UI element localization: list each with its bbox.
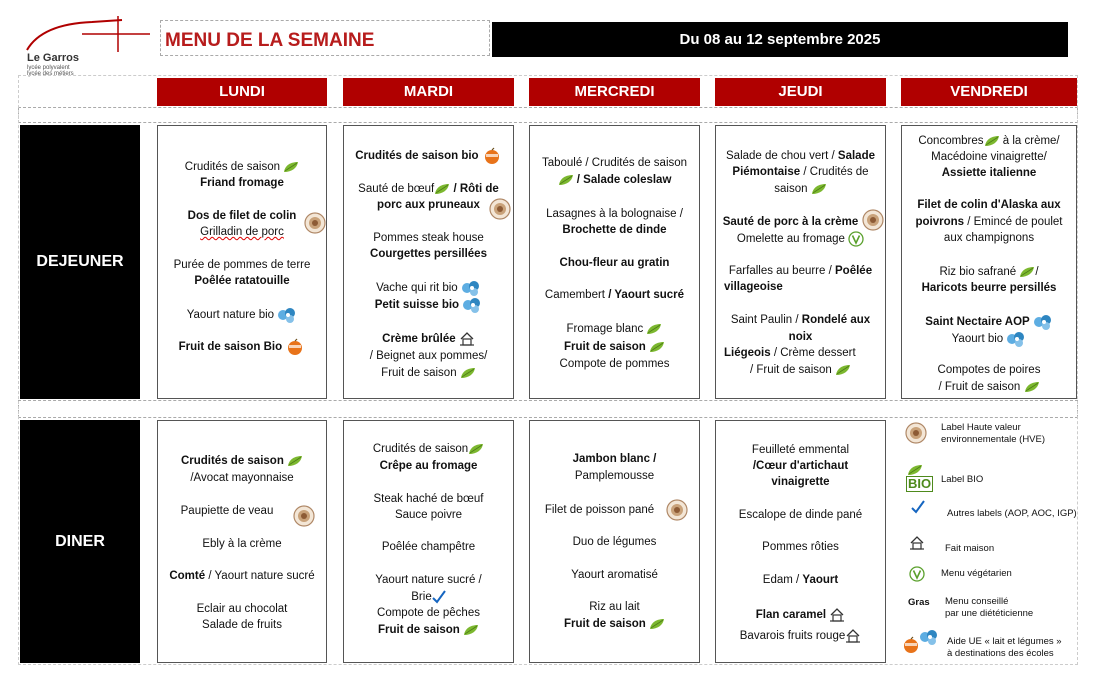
cell-diner-mardi: Crudités de saison Crêpe au fromage Steak haché de bœuf Sauce poivre Poêlée champêtre Yaourt nature sucré / Brie Compote de pêches Fruit de saison [343, 420, 514, 663]
leaf-icon [649, 618, 665, 630]
leaf-icon [1024, 381, 1040, 393]
leaf-icon [287, 455, 303, 467]
home-made-icon [845, 629, 861, 643]
hve-badge-icon [862, 209, 884, 231]
home-made-icon [829, 608, 845, 622]
row-label-dejeuner: DEJEUNER [20, 125, 140, 399]
leaf-icon [1019, 266, 1035, 278]
logo-name: Le Garros [27, 52, 79, 64]
legend-gras: Gras [908, 597, 930, 608]
cell-dejeuner-lundi: Crudités de saison Friand fromage Dos de filet de colin Grilladin de porc Purée de pommes de terre Poêlée ratatouille Yaourt nature bio Fruit de saison Bio [157, 125, 327, 399]
eu-school-milk-icon [277, 306, 297, 324]
leaf-icon [283, 161, 299, 173]
legend-bio: Label BIO [941, 474, 984, 485]
checkmark-icon [911, 500, 925, 514]
cell-diner-lundi: Crudités de saison /Avocat mayonnaise Paupiette de veau Ebly à la crème Comté / Yaourt nature sucré Eclair au chocolat Salade de fruits [157, 420, 327, 663]
eu-school-milk-icon [461, 279, 481, 297]
leaf-icon [984, 135, 1000, 147]
leaf-icon [835, 364, 851, 376]
leaf-icon [460, 367, 476, 379]
day-header-jeudi: JEUDI [715, 78, 886, 106]
vegetarian-icon [848, 231, 864, 247]
leaf-icon [558, 174, 574, 186]
eu-school-milk-icon [1033, 313, 1053, 331]
cell-dejeuner-jeudi: Salade de chou vert / Salade Piémontaise / Crudités de saison Sauté de porc à la crème Omelette au fromage Farfalles au beurre / Poêlée villageoise Saint Paulin / Rondelé aux noix Liégeois / Crème dessert / Fruit de saison [715, 125, 886, 399]
eu-fruit-icon [482, 147, 502, 165]
eu-school-milk-icon [462, 296, 482, 314]
eu-school-milk-icon [1006, 330, 1026, 348]
legend-ue: Aide UE « lait et légumes » à destinations des écoles [947, 636, 1062, 659]
bio-label-icon: BIO [908, 476, 932, 491]
home-made-icon [909, 536, 925, 550]
legend-vege: Menu végétarien [941, 568, 1012, 579]
legend-maison: Fait maison [945, 543, 995, 554]
hve-badge-icon [304, 212, 326, 234]
leaf-icon [907, 464, 923, 476]
row-label-diner: DINER [20, 420, 140, 663]
logo-subtitle: lycée polyvalent lycée des métiers [27, 65, 74, 77]
legend [901, 420, 1077, 663]
eu-fruit-icon [285, 338, 305, 356]
checkmark-icon [432, 590, 446, 604]
leaf-icon [811, 183, 827, 195]
cell-dejeuner-vendredi: Concombres à la crème/ Macédoine vinaigrette/ Assiette italienne Filet de colin d'Alaska aux poivrons / Emincé de poulet aux champignons Riz bio safrané / Haricots beurre persillés Saint Nectaire AOP Yaourt bio Compotes de poires / Fruit de saison [901, 125, 1077, 399]
leaf-icon [434, 183, 450, 195]
day-header-mercredi: MERCREDI [529, 78, 700, 106]
cell-diner-mercredi: Jambon blanc / Pamplemousse Filet de poisson pané Duo de légumes Yaourt aromatisé Riz au lait Fruit de saison [529, 420, 700, 663]
home-made-icon [459, 332, 475, 346]
day-header-lundi: LUNDI [157, 78, 327, 106]
hve-badge-icon [293, 505, 315, 527]
legend-autres: Autres labels (AOP, AOC, IGP) [947, 508, 1077, 519]
leaf-icon [468, 443, 484, 455]
eu-fruit-icon [901, 636, 921, 654]
legend-hve: Label Haute valeur environnementale (HVE) [941, 422, 1046, 445]
cell-dejeuner-mercredi: Taboulé / Crudités de saison / Salade coleslaw Lasagnes à la bolognaise / Brochette de dinde Chou-fleur au gratin Camembert / Yaourt sucré Fromage blanc Fruit de saison Compote de pommes [529, 125, 700, 399]
leaf-icon [649, 341, 665, 353]
cell-diner-jeudi: Feuilleté emmental /Cœur d'artichaut vinaigrette Escalope de dinde pané Pommes rôties Edam / Yaourt Flan caramel Bavarois fruits rouge [715, 420, 886, 663]
hve-badge-icon [489, 198, 511, 220]
page-title: MENU DE LA SEMAINE [160, 20, 490, 56]
day-header-mardi: MARDI [343, 78, 514, 106]
vegetarian-icon [909, 566, 925, 582]
day-header-vendredi: VENDREDI [901, 78, 1077, 106]
date-range: Du 08 au 12 septembre 2025 [492, 22, 1068, 57]
school-logo [22, 14, 152, 54]
leaf-icon [463, 624, 479, 636]
legend-conseil: Menu conseillé par une diététicienne [945, 596, 1034, 619]
hve-badge-icon [666, 499, 688, 521]
leaf-icon [646, 323, 662, 335]
eu-school-milk-icon [919, 628, 939, 646]
cell-dejeuner-mardi: Crudités de saison bio Sauté de bœuf / Rôti de porc aux pruneaux Pommes steak house Courgettes persillées Vache qui rit bio Petit suisse bio Crème brûlée / Beignet aux pommes/ Fruit de saison [343, 125, 514, 399]
hve-badge-icon [905, 422, 927, 444]
